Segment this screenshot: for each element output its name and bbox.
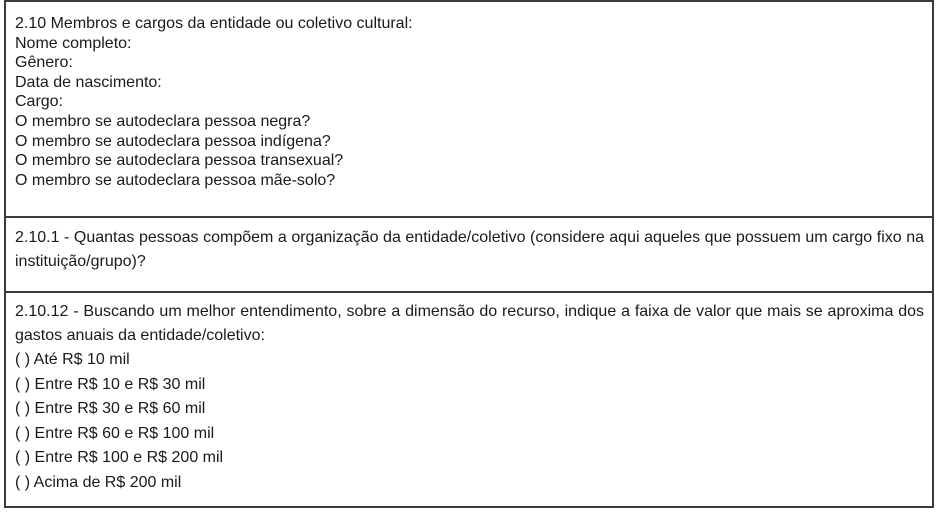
field-self-declared-indigenous: O membro se autodeclara pessoa indígena? — [15, 132, 331, 150]
option-up-to-10k[interactable]: ( ) Até R$ 10 mil — [15, 351, 130, 368]
form-table — [4, 0, 934, 508]
option-100k-to-200k[interactable]: ( ) Entre R$ 100 e R$ 200 mil — [15, 449, 224, 466]
expense-range-options — [15, 348, 924, 495]
annual-expenses-section — [6, 291, 932, 508]
members-section-heading: 2.10 Membros e cargos da entidade ou coletivo cultural: — [15, 15, 413, 32]
option-60k-to-100k[interactable]: ( ) Entre R$ 60 e R$ 100 mil — [15, 424, 215, 442]
headcount-question: 2.10.1 - Quantas pessoas compõem a organização da entidade/coletivo (considere aqui aqueles que possuem um cargo fixo na instituição/grupo)? — [15, 229, 924, 270]
annual-expenses-question: 2.10.12 - Buscando um melhor entendimento, sobre a dimensão do recurso, indique a faixa de valor que mais se aproxima dos gastos anuais da entidade/coletivo: — [15, 303, 924, 344]
members-field-list — [15, 2, 924, 190]
field-gender: Gênero: — [15, 54, 73, 72]
members-section — [6, 0, 932, 216]
option-30k-to-60k[interactable]: ( ) Entre R$ 30 e R$ 60 mil — [15, 400, 206, 417]
field-role: Cargo: — [15, 93, 64, 111]
field-full-name: Nome completo: — [15, 34, 132, 52]
headcount-section — [6, 216, 932, 291]
field-self-declared-transsexual: O membro se autodeclara pessoa transexual? — [15, 152, 344, 170]
option-10k-to-30k[interactable]: ( ) Entre R$ 10 e R$ 30 mil — [15, 375, 206, 393]
field-self-declared-single-mother: O membro se autodeclara pessoa mãe-solo? — [15, 171, 336, 189]
option-above-200k[interactable]: ( ) Acima de R$ 200 mil — [15, 473, 182, 491]
field-birth-date: Data de nascimento: — [15, 73, 162, 91]
field-self-declared-black: O membro se autodeclara pessoa negra? — [15, 112, 311, 130]
